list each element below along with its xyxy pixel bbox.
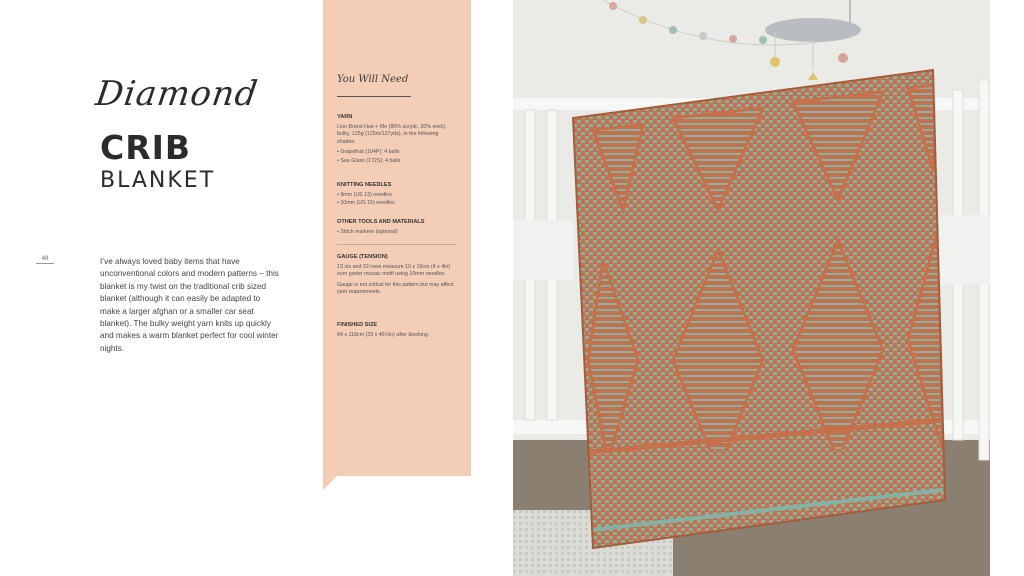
blanket-photo [513,0,990,576]
yarn-desc: Lion Brand Hue + Me (80% acrylic, 20% wool), bulky, 125g (125m/137yds), in the following shades: [337,123,447,145]
gauge-title: GAUGE (TENSION) [337,254,388,260]
needles-section [337,182,457,209]
other-title: OTHER TOOLS AND MATERIALS [337,219,425,225]
other-item: • Stitch markers (optional) [337,228,398,235]
yarn-section [337,114,457,167]
materials-panel [323,0,471,476]
you-will-need-heading: You Will Need [337,74,409,85]
title-bold: CRIB [100,128,192,167]
other-tools-section [337,219,457,237]
needle-item: • 9mm (US 13) needles [337,191,392,198]
needle-item: • 10mm (US 15) needles [337,200,395,207]
finished-desc: 84 x 118cm (33 x 46½in) after blocking. [337,331,430,338]
gauge-note: Gauge is not critical for this pattern but may affect yarn requirements. [337,281,454,296]
section-divider [337,244,457,245]
intro-paragraph: I’ve always loved baby items that have unconventional colors and modern patterns – this blanket is my twist on the traditional crib sized blanket (although it can easily be adapted to make a larger afghan or a smaller car seat blanket). The bulky weight yarn knits up quickly and makes a warm blanket perfect for cool winter nights. [100,257,279,353]
nursery-scene-illustration [513,0,990,576]
yarn-item: • Grapefruit (104P); 4 balls [337,149,400,156]
yarn-title: YARN [337,114,353,120]
title-script: Diamond [93,74,261,114]
yarn-item: • Sea Glass (172S); 4 balls [337,157,401,164]
gauge-desc: 13 sts and 22 rows measure 10 x 10cm (4 x 4in) over garter mosaic motif using 10mm needles. [337,263,451,278]
page-number: 48 [36,256,54,264]
gauge-section [337,254,457,300]
needles-title: KNITTING NEEDLES [337,182,392,188]
title-light: BLANKET [100,168,216,193]
finished-title: FINISHED SIZE [337,322,378,328]
finished-size-section [337,322,457,342]
heading-divider [337,96,411,97]
